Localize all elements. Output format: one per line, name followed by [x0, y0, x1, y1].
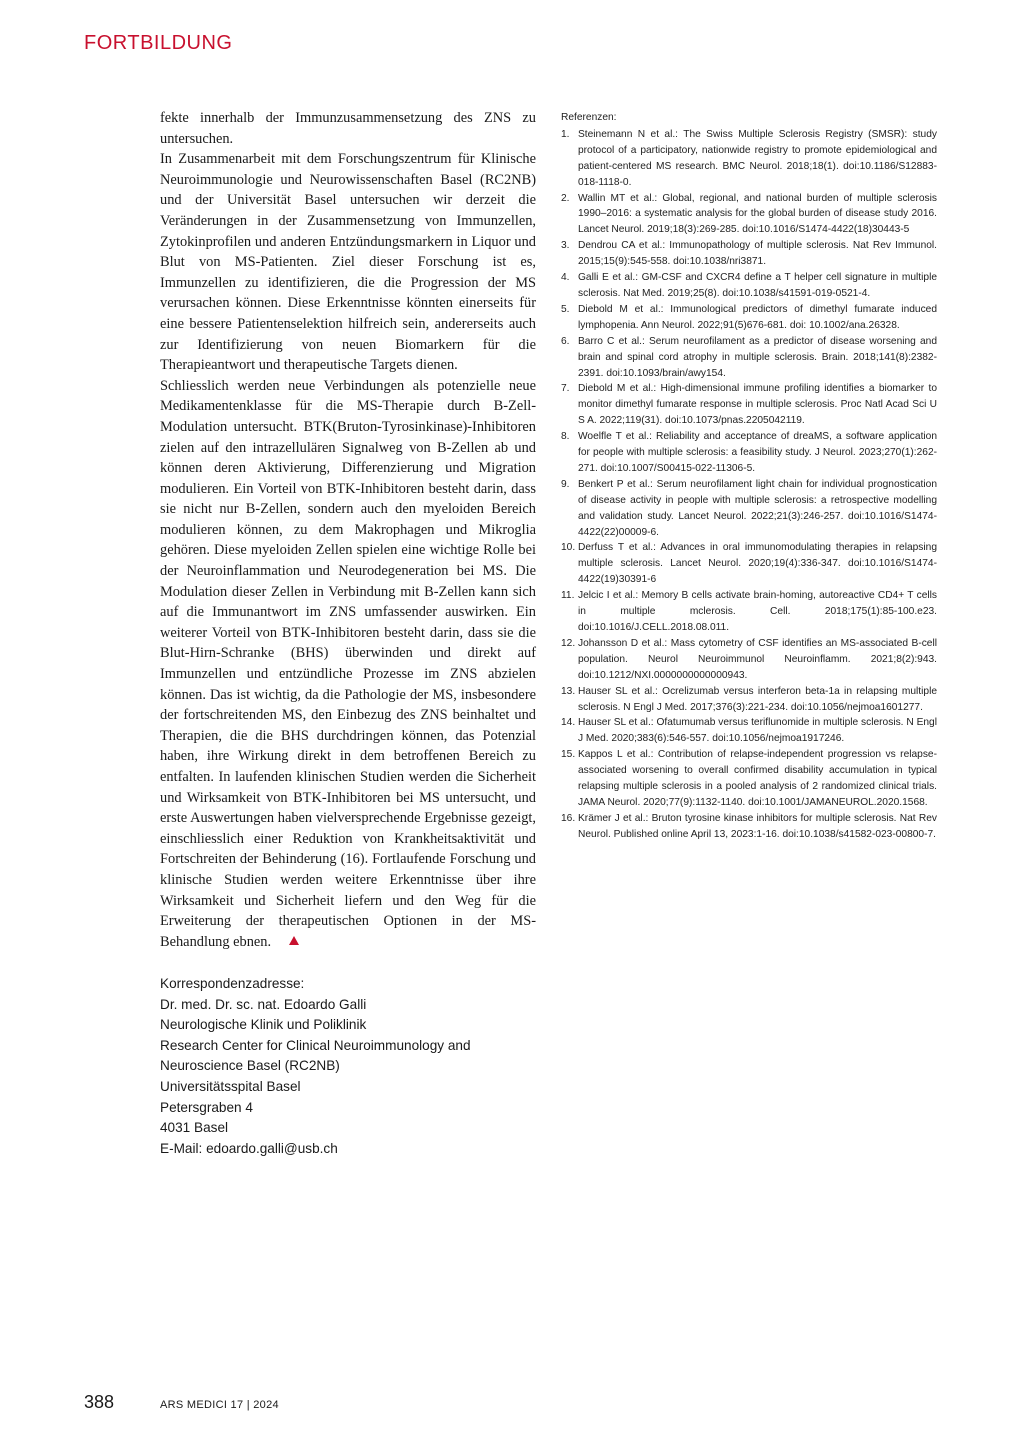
reference-number: 7.: [561, 383, 570, 395]
reference-item: [561, 302, 937, 334]
reference-item: [561, 429, 937, 477]
body-paragraph: [160, 376, 536, 953]
reference-number: 3.: [561, 240, 570, 252]
reference-text: Wallin MT et al.: Global, regional, and national burden of multiple sclerosis 1990–2016: a systematic analysis for the global burden of disease study 2016. Lancet Neurol. 2019;18(3):269-285. doi:10.1016/S1474-4422(18)30443-5: [578, 192, 937, 236]
address-heading: Korrespondenzadresse:: [160, 976, 305, 991]
article-body: [160, 108, 536, 952]
reference-text: Benkert P et al.: Serum neurofilament light chain for individual prognostication of disease activity in people with multiple sclerosis: a retrospective modelling and validation study. Lancet Neurol. 2022;21(3):246-257. doi:10.1016/S1474-4422(22)00009-6.: [578, 478, 937, 538]
reference-item: [561, 127, 937, 191]
reference-item: [561, 540, 937, 588]
reference-number: 14.: [561, 717, 576, 729]
page-footer: [84, 1392, 279, 1413]
reference-number: 12.: [561, 637, 576, 649]
body-paragraph-text: Schliesslich werden neue Verbindungen als potenzielle neue Medikamentenklasse für die MS-Therapie durch B-Zell-Modulation untersucht. BTK(Bruton-Tyrosinkinase)-Inhibitoren zielen auf den intrazellulären Signalweg von B-Zellen ab und können deren Aktivierung, Differenzierung und Migration modulieren. Ein Vorteil von BTK-Inhibitoren besteht darin, dass sie nicht nur B-Zellen, sondern auch den myeloiden Bereich modulieren können, zu dem Makrophagen und Mikroglia gehören. Diese myeloiden Zellen spielen eine wichtige Rolle bei der Neuroinflammation und Neurodegeneration bei MS. Die Modulation dieser Zellen in Verbindung mit B-Zellen kann sich auf die Immunantwort im ZNS umfassender auswirken. Ein weiterer Vorteil von BTK-Inhibitoren besteht darin, dass sie die Blut-Hirn-Schranke (BHS) überwinden und direkt auf Immunzellen und entzündliche Prozesse im ZNS abzielen können. Das ist wichtig, da die Pathologie der MS, insbesondere der fortschreitenden MS, den Einbezug des ZNS beinhaltet und Therapien, die die BHS durchdringen können, das Potenzial haben, ihre Wirkung direkt in dem betroffenen Bereich zu entfalten. In laufenden klinischen Studien werden die Sicherheit und Wirksamkeit von BTK-Inhibitoren bei MS untersucht, und erste Auswertungen haben vielversprechende Ergebnisse gezeigt, einschliesslich einer Reduktion von Krankheitsaktivität und Fortschreiten der Behinderung (16). Fortlaufende Forschung und klinische Studien werden weitere Erkenntnisse über ihre Wirksamkeit und Sicherheit liefern und den Weg für die Erweiterung der therapeutischen Optionen in der MS-Behandlung ebnen.: [160, 377, 536, 950]
address-line: Dr. med. Dr. sc. nat. Edoardo Galli: [160, 996, 367, 1012]
reference-text: Barro C et al.: Serum neurofilament as a predictor of disease worsening and brain and spinal cord atrophy in multiple sclerosis. Brain. 2018;141(8):2382-2391. doi:10.1093/brain/awy154.: [578, 335, 937, 379]
reference-text: Derfuss T et al.: Advances in oral immunomodulating therapies in relapsing multiple sclerosis. Lancet Neurol. 2020;19(4):336-347. doi:10.1016/S1474-4422(19)30391-6: [578, 542, 937, 586]
body-paragraph: fekte innerhalb der Immunzusammensetzung des ZNS zu untersuchen.: [160, 110, 536, 147]
address-line: Research Center for Clinical Neuroimmunology and: [160, 1037, 471, 1053]
reference-text: Galli E et al.: GM-CSF and CXCR4 define a T helper cell signature in multiple sclerosis. Nat Med. 2019;25(8). doi:10.1038/s41591-019-0521-4.: [578, 272, 937, 299]
address-line: Universitätsspital Basel: [160, 1078, 301, 1094]
reference-item: [561, 477, 937, 541]
address-email[interactable]: E-Mail: edoardo.galli@usb.ch: [160, 1140, 338, 1156]
reference-item: [561, 334, 937, 382]
address-line: Petersgraben 4: [160, 1099, 253, 1115]
references-title: Referenzen:: [561, 112, 617, 123]
reference-text: Hauser SL et al.: Ofatumumab versus teriflunomide in multiple sclerosis. N Engl J Med. 2020;383(6):546-557. doi:10.1056/nejmoa1917246.: [578, 717, 937, 745]
reference-item: [561, 811, 937, 843]
address-line: Neurologische Klinik und Poliklinik: [160, 1017, 367, 1033]
section-header: FORTBILDUNG: [84, 32, 233, 54]
page-number: 388: [84, 1392, 115, 1412]
reference-number: 15.: [561, 749, 576, 761]
reference-text: Kappos L et al.: Contribution of relapse-independent progression vs relapse-associated worsening to overall confirmed disability accumulation in typical relapsing multiple sclerosis in a pooled analysis of 2 randomized clinical trials. JAMA Neurol. 2020;77(9):1132-1140. doi:10.1001/JAMANEUROL.2020.1568.: [578, 749, 937, 808]
reference-number: 8.: [561, 431, 570, 443]
reference-text: Steinemann N et al.: The Swiss Multiple Sclerosis Registry (SMSR): study protocol of a participatory, nationwide registry to promote epidemiological and patient-centered MS research. BMC Neurol. 2018;18(1). doi:10.1186/S12883-018-1118-0.: [578, 128, 937, 188]
reference-number: 4.: [561, 272, 570, 284]
address-line: Neuroscience Basel (RC2NB): [160, 1058, 340, 1074]
reference-number: 1.: [561, 128, 570, 140]
reference-number: 9.: [561, 478, 570, 490]
reference-item: [561, 191, 937, 239]
reference-text: Johansson D et al.: Mass cytometry of CSF identifies an MS-associated B-cell population. Neurol Neuroimmunol Neuroinflamm. 2021;8(2):943. doi:10.1212/NXI.0000000000000943.: [578, 637, 937, 681]
correspondence-address: [160, 974, 540, 1159]
reference-item: [561, 270, 937, 302]
reference-number: 10.: [561, 542, 576, 554]
reference-text: Diebold M et al.: High-dimensional immune profiling identifies a biomarker to monitor dimethyl fumarate response in multiple sclerosis. Proc Natl Acad Sci U S A. 2022;119(31). doi:10.1073/pnas.2205042119.: [578, 383, 937, 427]
address-line: 4031 Basel: [160, 1120, 229, 1136]
body-paragraph: In Zusammenarbeit mit dem Forschungszentrum für Klinische Neuroimmunologie und Neurowissenschaften Basel (RC2NB) und der Universität Basel untersuchen wir derzeit die Veränderungen in der Zusammensetzung von Immunzellen, Zytokinprofilen und anderen Entzündungsmarkern in Liquor und Blut von MS-Patienten. Ziel dieser Forschung ist es, Immunzellen zu identifizieren, die die Progression der MS verursachen können. Diese Erkenntnisse könnten einerseits für eine bessere Patientenselektion hilfreich sein, andererseits auch zur Identifizierung von neuen Biomarkern für die Therapieantwort und therapeutische Targets dienen.: [160, 151, 536, 374]
reference-number: 2.: [561, 192, 570, 204]
reference-text: Woelfle T et al.: Reliability and acceptance of dreaMS, a software application for people with multiple sclerosis: a feasibility study. J Neurol. 2023;270(1):262-271. doi:10.1007/S00415-022-11306-5.: [578, 431, 937, 474]
reference-item: [561, 636, 937, 684]
reference-item: [561, 684, 937, 716]
reference-item: [561, 588, 937, 636]
journal-issue: ARS MEDICI 17 | 2024: [160, 1399, 279, 1411]
reference-number: 16.: [561, 812, 576, 824]
reference-text: Hauser SL et al.: Ocrelizumab versus interferon beta-1a in relapsing multiple sclerosis. N Engl J Med. 2017;376(3):221-234. doi:10.1056/nejmoa1601277.: [578, 685, 937, 713]
reference-text: Jelcic I et al.: Memory B cells activate brain-homing, autoreactive CD4+ T cells in multiple mclerosis. Cell. 2018;175(1):85-100.e23. doi:10.1016/J.CELL.2018.08.011.: [578, 590, 937, 633]
reference-text: Dendrou CA et al.: Immunopathology of multiple sclerosis. Nat Rev Immunol. 2015;15(9):545-558. doi:10.1038/nri3871.: [578, 240, 937, 268]
reference-number: 13.: [561, 685, 576, 697]
reference-text: Krämer J et al.: Bruton tyrosine kinase inhibitors for multiple sclerosis. Nat Rev Neurol. Published online April 13, 2023:1-16. doi:10.1038/s41582-023-00800-7.: [578, 812, 937, 840]
reference-item: [561, 715, 937, 747]
references-list: [561, 110, 937, 843]
reference-item: [561, 747, 937, 811]
references-items: [561, 127, 937, 843]
reference-number: 5.: [561, 303, 570, 315]
reference-text: Diebold M et al.: Immunological predictors of dimethyl fumarate induced lymphopenia. Ann Neurol. 2022;91(5)676-681. doi: 10.1002/ana.26328.: [578, 303, 937, 331]
reference-number: 6.: [561, 335, 570, 347]
reference-item: [561, 381, 937, 429]
reference-number: 11.: [561, 590, 575, 602]
reference-item: [561, 238, 937, 270]
end-of-article-triangle-icon: [289, 936, 299, 945]
